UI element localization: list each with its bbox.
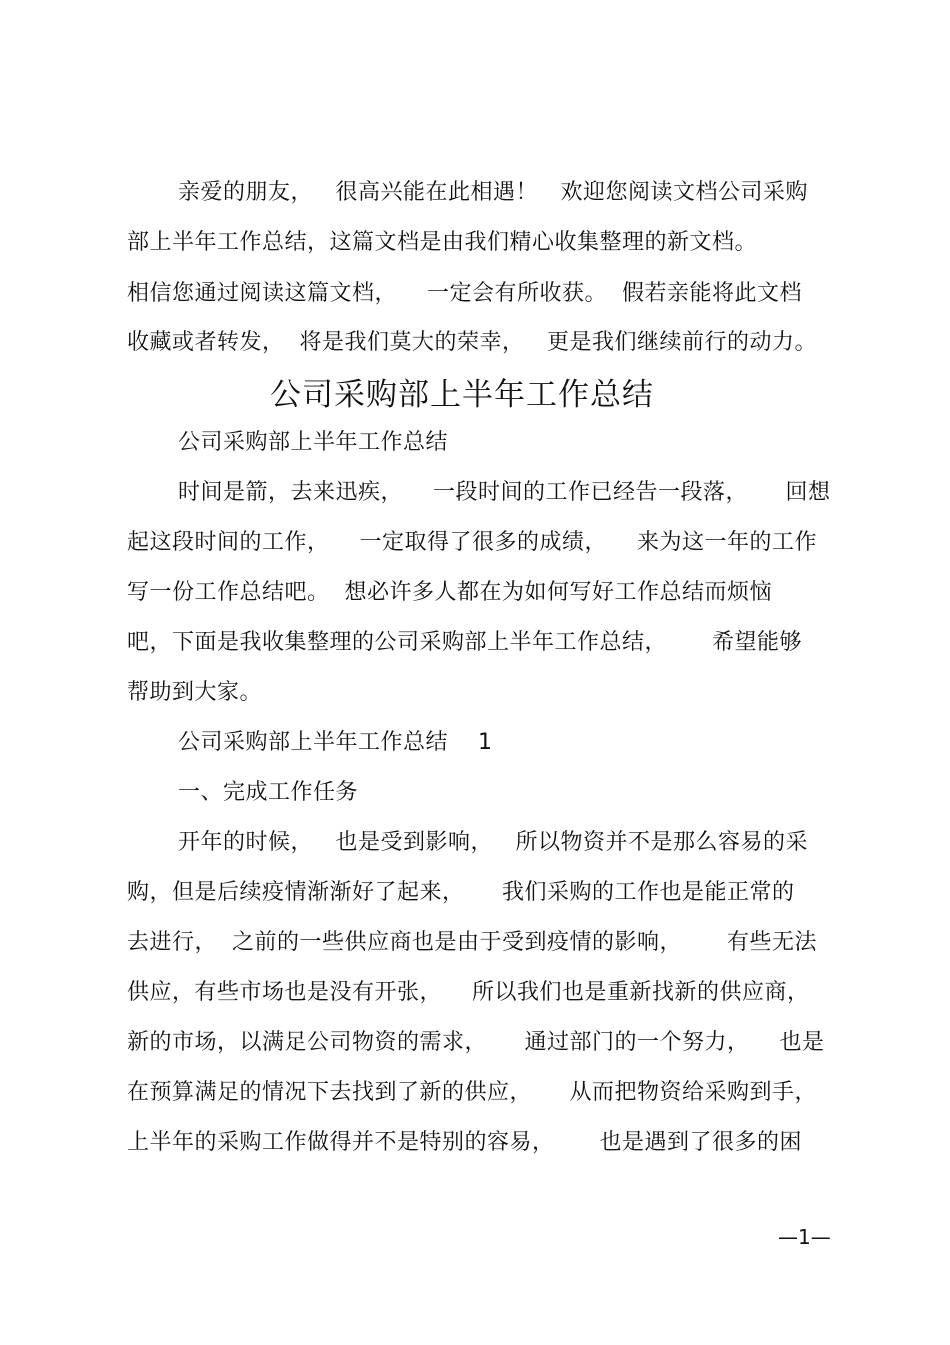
intro-line-4: 收藏或者转发， 将是我们莫大的荣幸， 更是我们继续前行的动力。 [127,330,817,355]
section-subheading: 一、完成工作任务 [178,780,359,805]
paragraph1-line-4: 吧，下面是我收集整理的公司采购部上半年工作总结， 希望能够 [127,630,802,655]
paragraph1-line-2: 起这段时间的工作， 一定取得了很多的成绩， 来为这一年的工作 [127,530,817,555]
paragraph1-line-1: 时间是箭，去来迅疾， 一段时间的工作已经告一段落， 回想 [178,480,831,505]
paragraph2-line-6: 在预算满足的情况下去找到了新的供应， 从而把物资给采购到手， [127,1080,817,1105]
intro-line-1: 亲爱的朋友， 很高兴能在此相遇！ 欢迎您阅读文档公司采购 [178,180,808,205]
paragraph1-line-5: 帮助到大家。 [127,680,263,705]
page-number: —1— [778,1225,831,1249]
paragraph2-line-5: 新的市场，以满足公司物资的需求， 通过部门的一个努力， 也是 [127,1030,825,1055]
section-heading: 公司采购部上半年工作总结 1 [178,730,493,755]
document-title: 公司采购部上半年工作总结 [270,377,654,413]
document-subtitle: 公司采购部上半年工作总结 [178,430,449,455]
intro-line-2: 部上半年工作总结，这篇文档是由我们精心收集整理的新文档。 [127,230,758,255]
paragraph2-line-3: 去进行， 之前的一些供应商也是由于受到疫情的影响， 有些无法 [127,930,817,955]
intro-line-3: 相信您通过阅读这篇文档， 一定会有所收获。 假若亲能将此文档 [127,281,802,306]
paragraph2-line-2: 购，但是后续疫情渐渐好了起来， 我们采购的工作也是能正常的 [127,880,795,905]
paragraph1-line-3: 写一份工作总结吧。 想必许多人都在为如何写好工作总结而烦恼 [127,580,772,605]
paragraph2-line-1: 开年的时候， 也是受到影响， 所以物资并不是那么容易的采 [178,830,808,855]
paragraph2-line-4: 供应，有些市场也是没有开张， 所以我们也是重新找新的供应商， [127,980,810,1005]
paragraph2-line-7: 上半年的采购工作做得并不是特别的容易， 也是遇到了很多的困 [127,1130,802,1155]
